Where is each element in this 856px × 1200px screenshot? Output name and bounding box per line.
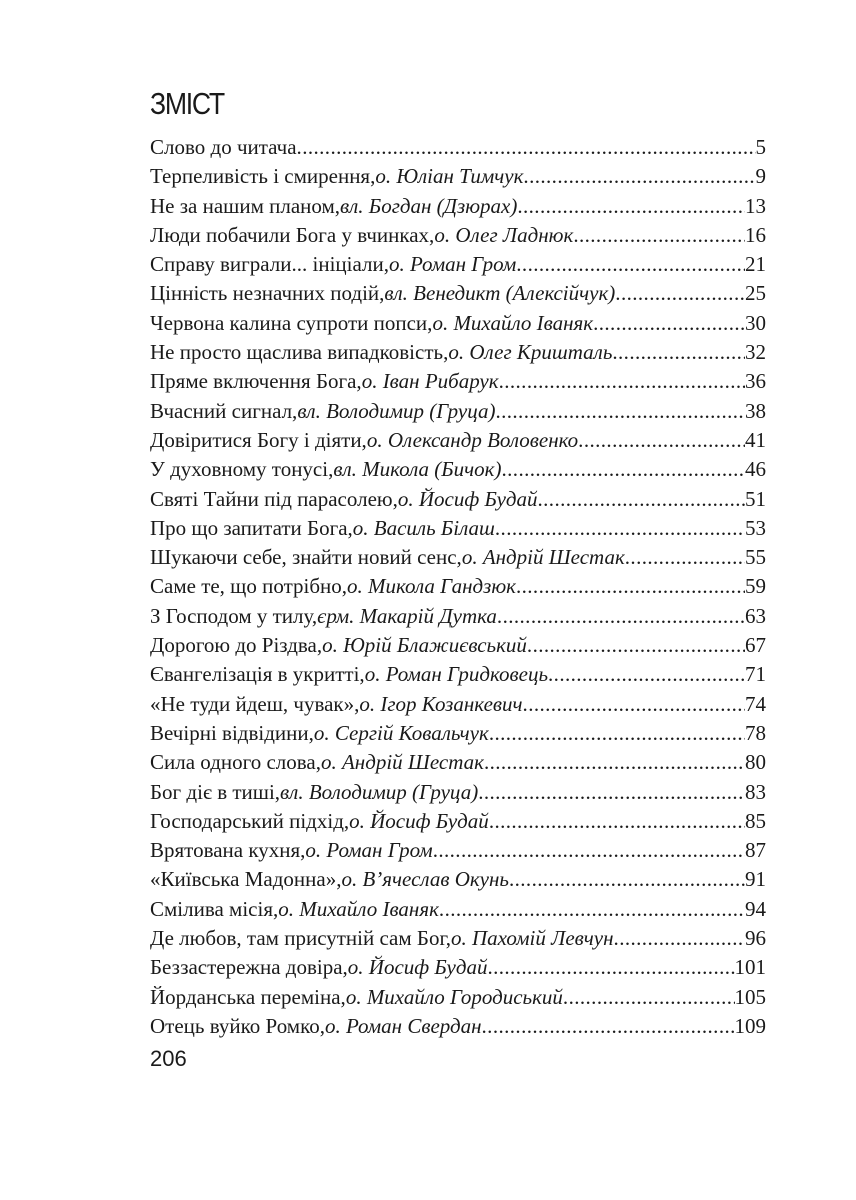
toc-entry-title: Йорданська переміна, (150, 984, 346, 1009)
dot-leader (489, 719, 745, 748)
toc-entry-title: Шукаючи себе, знайти новий сенс, (150, 545, 462, 570)
dot-leader (625, 543, 745, 572)
dot-leader (487, 953, 734, 982)
toc-entry-title: Справу виграли... ініціали, (150, 252, 389, 277)
toc-entry-title: Цінність незначних подій, (150, 281, 385, 306)
toc-entry-title: Отець вуйко Ромко, (150, 1013, 325, 1038)
dot-leader (502, 455, 746, 484)
dot-leader (439, 895, 745, 924)
dot-leader (489, 807, 745, 836)
dot-leader (578, 426, 745, 455)
toc-entry-author: о. Андрій Шестак (461, 545, 625, 570)
toc-entry (150, 895, 766, 924)
toc-entry-page: 87 (745, 838, 766, 863)
toc-entry-page: 67 (745, 633, 766, 658)
toc-entry-author: о. Роман Гром (305, 838, 433, 863)
dot-leader (482, 1012, 735, 1041)
toc-entry-author: вл. Венедикт (Алексійчук) (384, 281, 616, 306)
toc-entry-title: Дорогою до Різдва, (150, 633, 323, 658)
toc-entry-title: У духовному тонусі, (150, 457, 334, 482)
toc-entry-author: о. Олег Кришталь (448, 340, 613, 365)
toc-entry-page: 101 (734, 955, 766, 980)
toc-entry (150, 514, 766, 543)
toc-entry (150, 221, 766, 250)
toc-entry-title: З Господом у тилу, (150, 603, 318, 628)
toc-entry-title: Святі Тайни під парасолею, (150, 486, 398, 511)
dot-leader (478, 778, 745, 807)
toc-entry-page: 46 (745, 457, 766, 482)
toc-entry-title: Червона калина супроти попси, (150, 310, 433, 335)
toc-entry-page: 55 (745, 545, 766, 570)
dot-leader (495, 514, 745, 543)
toc-entry (150, 543, 766, 572)
dot-leader (497, 602, 745, 631)
toc-entry (150, 690, 766, 719)
toc-entry (150, 192, 766, 221)
toc-entry-page: 32 (745, 340, 766, 365)
dot-leader (563, 983, 735, 1012)
toc-entry-author: о. Михайло Іваняк (278, 896, 439, 921)
dot-leader (484, 748, 745, 777)
toc-entry-title: Люди побачили Бога у вчинках, (150, 222, 435, 247)
toc-entry-author: вл. Богдан (Дзюрах) (340, 193, 518, 218)
toc-entry (150, 133, 766, 162)
toc-entry (150, 397, 766, 426)
dot-leader (499, 367, 745, 396)
toc-entry (150, 983, 766, 1012)
toc-entry (150, 748, 766, 777)
toc-entry-title: Сила одного слова, (150, 750, 321, 775)
toc-entry-page: 91 (745, 867, 766, 892)
toc-entry-title: Про що запитати Бога, (150, 515, 353, 540)
toc-entry (150, 426, 766, 455)
toc-entry-author: о. Василь Білаш (352, 515, 495, 540)
toc-entry (150, 865, 766, 894)
dot-leader (523, 690, 745, 719)
toc-entry (150, 162, 766, 191)
toc-entry (150, 953, 766, 982)
toc-entry-author: вл. Володимир (Груца) (280, 779, 479, 804)
toc-entry-title: Довіритися Богу і діяти, (150, 427, 367, 452)
toc-entry-page: 59 (745, 574, 766, 599)
toc-entry (150, 572, 766, 601)
dot-leader (548, 660, 745, 689)
toc-entry-author: о. Роман Гридковець (364, 662, 549, 687)
toc-entry-page: 74 (745, 691, 766, 716)
toc-entry (150, 836, 766, 865)
toc-entry-page: 9 (755, 164, 766, 189)
toc-entry-page: 16 (745, 222, 766, 247)
toc-entry-author: о. Юліан Тимчук (375, 164, 524, 189)
toc-entry-author: о. Йосиф Будай (349, 808, 489, 833)
toc-entry (150, 924, 766, 953)
toc-entry-author: о. В’ячеслав Окунь (341, 867, 509, 892)
dot-leader (516, 572, 745, 601)
toc-entry-page: 63 (745, 603, 766, 628)
toc-entry (150, 309, 766, 338)
toc-entry (150, 631, 766, 660)
toc-entry-title: Вечірні відвідини, (150, 720, 314, 745)
toc-entry-author: о. Йосиф Будай (397, 486, 538, 511)
toc-entry (150, 250, 766, 279)
dot-leader (297, 133, 756, 162)
toc-entry-author: о. Олег Ладнюк (434, 222, 574, 247)
toc-entry-page: 80 (745, 750, 766, 775)
toc-entry-page: 96 (745, 926, 766, 951)
toc-entry (150, 279, 766, 308)
dot-leader (614, 924, 745, 953)
toc-entry-author: о. Йосиф Будай (347, 955, 488, 980)
dot-leader (523, 162, 755, 191)
toc-entry-page: 30 (745, 310, 766, 335)
toc-entry-page: 78 (745, 720, 766, 745)
toc-entry (150, 455, 766, 484)
toc-entry-title: Слово до читача (150, 135, 297, 159)
toc-entry-author: о. Михайло Городиський (345, 984, 563, 1009)
dot-leader (593, 309, 745, 338)
toc-entry-page: 21 (745, 252, 766, 277)
toc-entry-author: о. Сергій Ковальчук (313, 720, 489, 745)
toc-entry-page: 13 (745, 193, 766, 218)
toc-entry-author: єрм. Макарій Дутка (317, 603, 497, 628)
toc-entry-title: Не за нашим планом, (150, 193, 341, 218)
toc-entry-title: Врятована кухня, (150, 838, 306, 863)
toc-entry-author: о. Роман Гром (388, 252, 517, 277)
dot-leader (612, 338, 745, 367)
toc-entry-page: 41 (745, 427, 766, 452)
dot-leader (538, 485, 746, 514)
toc-entry-page: 38 (745, 398, 766, 423)
dot-leader (527, 631, 745, 660)
toc-entry-title: Бог діє в тиші, (150, 779, 281, 804)
toc-entry-title: Терпеливість і смирення, (150, 164, 376, 189)
toc-entry-author: о. Андрій Шестак (320, 750, 484, 775)
dot-leader (509, 865, 745, 894)
toc-entry-author: о. Ігор Козанкевич (359, 691, 523, 716)
toc-entry-author: о. Михайло Іваняк (432, 310, 594, 335)
toc-entry-page: 85 (745, 808, 766, 833)
toc-entry-page: 94 (745, 896, 766, 921)
toc-entry-author: вл. Володимир (Груца) (297, 398, 496, 423)
toc-entry (150, 338, 766, 367)
toc-entry-title: Євангелізація в укритті, (150, 662, 365, 687)
toc-entry (150, 1012, 766, 1041)
toc-entry-author: о. Іван Рибарук (361, 369, 499, 394)
toc-entry-author: о. Роман Свердан (324, 1013, 482, 1038)
toc-entry-title: «Не туди йдеш, чувак», (150, 691, 360, 716)
toc-entry-author: о. Микола Гандзюк (347, 574, 516, 599)
toc-entry-title: Вчасний сигнал, (150, 398, 298, 423)
toc-entry-page: 5 (755, 135, 766, 159)
toc-entry-title: Не просто щаслива випадковість, (150, 340, 449, 365)
table-of-contents (150, 133, 766, 1041)
toc-entry-page: 25 (745, 281, 766, 306)
toc-entry-title: Беззастережна довіра, (150, 955, 348, 980)
toc-entry (150, 367, 766, 396)
toc-entry-title: Де любов, там присутній сам Бог, (150, 926, 451, 951)
toc-entry-author: о. Олександр Воловенко (366, 427, 579, 452)
toc-entry-page: 51 (745, 486, 766, 511)
toc-entry (150, 485, 766, 514)
toc-entry-page: 53 (745, 515, 766, 540)
toc-entry (150, 807, 766, 836)
dot-leader (573, 221, 745, 250)
toc-entry-title: Саме те, що потрібно, (150, 574, 348, 599)
toc-entry-page: 36 (745, 369, 766, 394)
toc-entry (150, 602, 766, 631)
dot-leader (433, 836, 745, 865)
toc-entry (150, 660, 766, 689)
toc-entry-title: Пряме включення Бога, (150, 369, 362, 394)
toc-entry-page: 105 (734, 984, 766, 1009)
toc-entry-title: Господарський підхід, (150, 808, 350, 833)
toc-entry-title: Смілива місія, (150, 896, 279, 921)
toc-entry-title: «Київська Мадонна», (150, 867, 342, 892)
dot-leader (615, 279, 745, 308)
toc-entry-page: 83 (745, 779, 766, 804)
page-number: 206 (150, 1046, 187, 1071)
toc-entry-page: 109 (734, 1013, 766, 1038)
toc-entry-author: о. Юрій Блажиєвський (322, 633, 527, 658)
toc-entry-author: вл. Микола (Бичок) (333, 457, 502, 482)
toc-entry-page: 71 (745, 662, 766, 687)
dot-leader (517, 192, 745, 221)
page-title: ЗМІСТ (150, 86, 224, 121)
dot-leader (495, 397, 745, 426)
toc-entry (150, 719, 766, 748)
dot-leader (516, 250, 745, 279)
toc-entry (150, 778, 766, 807)
toc-entry-author: о. Пахомій Левчун (450, 926, 614, 951)
